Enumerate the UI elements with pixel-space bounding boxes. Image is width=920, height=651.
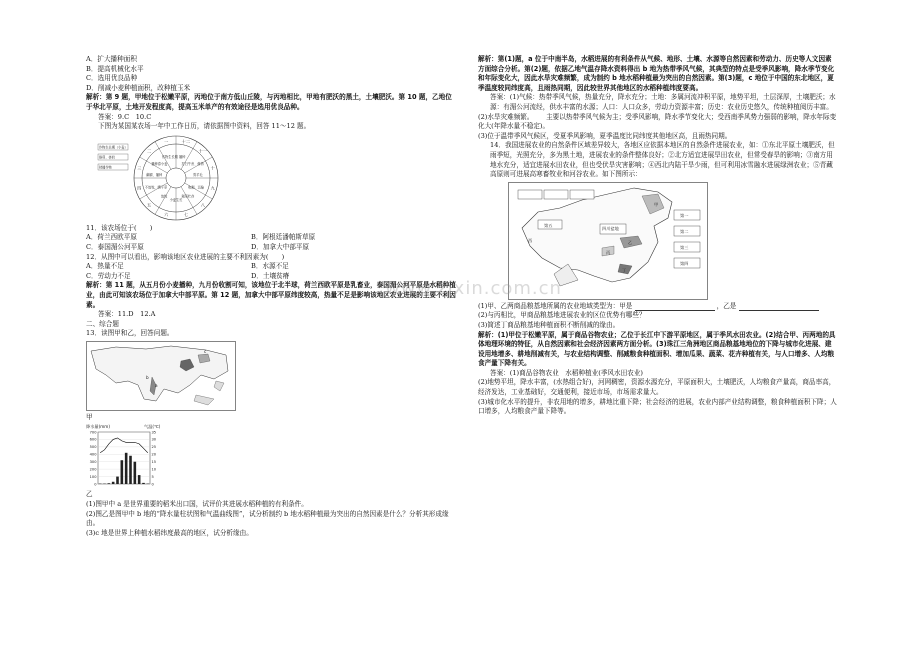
precip-bar	[112, 482, 115, 484]
q14-intro: 14．我国进展农业的自然条件区域差异较大，各地区应依据本地区的自然条件进展农业，如：①东北平原土壤肥沃，但雨季短，光照充分，多为黑土地，进展农业的条件整体良好；②北方适宜进展旱田农业，但常受春旱的影响；③南方用地水充分，适宜进展水田农业，但也受伏旱灾害影响；④西北内陆干旱少雨，但可利用冰雪融水进展绿洲农业；⑤青藏高原则可进展高寒畜牧业和河谷农业。如下图所示：	[490, 141, 835, 179]
q9-option-d: D．削减小麦种植面积，改种植玉米	[86, 83, 191, 92]
watermark: www.zixin.com.cn	[385, 278, 562, 299]
china-map-box-3: 第三	[680, 244, 689, 250]
map-a-figure	[86, 341, 456, 411]
precip-bar	[138, 476, 141, 485]
temperature-line	[100, 438, 148, 453]
q14-answer-2: (2)地势平坦，降水丰富，(水热组合好)，河网稠密，资源水源充分，平原面积大，土壤肥沃，人均粮食产量高，商品率高，经济发达，工业基础好，交通便利，接近市场，市场需求量大。	[478, 378, 836, 397]
climate-ylabel-right: 气温(℃)	[144, 424, 161, 430]
climate-ytick-left: 600	[89, 438, 97, 443]
q9-option-a: A．扩大播种面积	[86, 55, 137, 63]
calendar-month-9: 四	[137, 185, 142, 191]
climate-ytick-left: 0	[94, 482, 97, 487]
section-2-heading: 二、综合题	[86, 319, 119, 328]
q13-answer-2b: 主要以热带季风气候为主；受季风影响，降水季节变化大；受西南季风势力强弱的影响，降水年际变化大(年降水量不稳定)。	[478, 112, 837, 131]
q14-part-1b: ，乙是	[716, 301, 737, 310]
climate-ytick-left: 500	[89, 445, 97, 450]
climate-plot-frame	[98, 432, 150, 484]
q11-answer: 答案：11.D 12.A	[98, 310, 156, 319]
calendar-activity: 打扫牛舍、修剪	[181, 161, 204, 166]
calendar-month-8: 五	[147, 202, 152, 208]
q14-part-3: (3)简述丁商品粮基地种植面积不断削减的缘由。	[478, 320, 620, 329]
calendar-month-2: 十一	[198, 148, 208, 154]
q14-analysis: 解析：(1)甲位于松嫩平原，属于商品谷物农业；乙位于长江中下游平原地区，属于季风水田农业。(2)结合甲、丙两地的具体地理环境的特征，从自然因素和社会经济因素两方面分析。(3)珠江三角洲地区商品粮基地地位的下降与城市化进展、建设用地增多、耕地削减有关，与农业结构调整、削减粮食种植面积、增加瓜果、蔬菜、花卉种植有关，与人口增多、人均粮食产量下降有关。	[478, 330, 836, 368]
calendar-month-10: 三	[137, 165, 142, 171]
climate-ylabel-left: 降水量(mm)	[86, 424, 110, 430]
q12-option-a: A．热量不足	[86, 262, 124, 271]
calendar-activity: 不放牧，晒干草	[144, 185, 168, 190]
climate-chart-figure	[86, 424, 456, 488]
climate-ytick-right: 0	[151, 482, 154, 487]
chart-label-yi: 乙	[86, 490, 93, 499]
q9-answer: 答案：9.C 10.C	[98, 112, 152, 121]
precip-bar	[134, 462, 137, 484]
calendar-month-11: 二	[147, 148, 152, 154]
climate-ytick-right: 5	[151, 475, 154, 480]
climate-ytick-left: 200	[89, 467, 97, 472]
precip-bar	[125, 453, 128, 484]
china-map-label-west: 西	[528, 237, 533, 243]
calendar-activity: 作物生长期	[161, 154, 178, 159]
q13-answer-3: (3)位于温带季风气候区，受夏季风影响，夏季温度比同纬度其他地区高，且雨热同期。	[478, 131, 732, 140]
q13-answer-1: 答案：(1)气候：热带季风气候，热量充分，降水充分；土地：多属河流冲积平原，地势平坦，土层深厚，土壤肥沃；水源：有湄公河流经，供水丰富的水源；人口：人口众多，劳动力资源丰富；历史：农业历史悠久，传统种植阅历丰富。	[490, 93, 836, 111]
calendar-month-1: 十二	[181, 138, 191, 144]
q13-answer-2a: (2)水旱灾难频繁。	[478, 112, 534, 121]
q11-option-a: A．荷兰西欧平原	[86, 233, 137, 242]
map-point-b: b	[146, 374, 149, 380]
q13-part-1: (1)图甲中 a 是世界重要的稻米出口国，试评价其进展水稻种植的有利条件。	[86, 500, 308, 509]
precip-bar	[142, 483, 145, 484]
farm-calendar-wheel	[98, 136, 218, 220]
map-point-a: a	[155, 382, 158, 388]
q14-part-1a: (1)甲、乙两商品粮基地所属的农业地域类型为：甲是	[478, 301, 633, 310]
q11-option-b: B．阿根廷潘帕斯草原	[251, 233, 316, 242]
precip-bar	[121, 461, 124, 485]
climate-ytick-left: 300	[89, 460, 97, 465]
china-map-box-4: 第四	[680, 260, 689, 266]
calendar-activity: 播种春小麦	[151, 161, 168, 166]
calendar-activity: 剪羊毛	[192, 172, 203, 177]
q11-analysis: 解析：第 11 题，从五月份小麦播种，九月份收割可知，该地位于北半球，荷兰西欧平原是乳畜业，泰国湄公河平原是水稻种植业，由此可知该农场位于加拿大中部平原。第 12 题，加拿大中部平原纬度较高，热量不足是影响该地区农业进展的主要不利因素。	[86, 281, 456, 309]
calendar-note: 作物生长期（小麦）	[99, 145, 128, 150]
calendar-month-12: 一	[164, 138, 169, 144]
china-map-label-sichuan: 四川盆地	[602, 225, 619, 231]
climate-ytick-right: 35	[151, 430, 157, 435]
climate-ytick-right: 15	[151, 460, 157, 465]
china-map-label-bing: 丙	[606, 249, 611, 255]
climate-ytick-left: 700	[89, 430, 97, 435]
q11-option-d: D．加拿大中部平原	[251, 242, 310, 251]
climate-ytick-right: 30	[151, 438, 157, 443]
right-column	[478, 55, 838, 417]
q14-answer-3: (3)城市化水平的提升，非农用地的增多，耕地比重下降；社会经济的进展，农业内部产业结构调整，粮食种植面积下降；人口增多，人均粮食产量下降等。	[478, 397, 837, 416]
q12-option-c: C．劳动力不足	[86, 271, 131, 280]
climate-ytick-right: 20	[151, 453, 157, 458]
climate-ytick-left: 400	[89, 453, 97, 458]
q14-answer-1: 答案：(1)商品谷物农业 水稻种植业(季风水田农业)	[490, 368, 643, 377]
farm-calendar-figure	[86, 134, 456, 222]
china-map-box-5: 第五	[544, 222, 553, 228]
q11-option-c: C．泰国湄公河平原	[86, 242, 144, 251]
climate-chart	[86, 424, 166, 488]
q13-analysis: 解析：第(1)题，a 位于中南半岛，水稻进展的有利条件从气候、地形、土壤、水源等自然因素和劳动力、历史等人文因素方面综合分析。第(2)题，依据乙地气温存降水资料得出 b 地为热带季风气候，其典型的特点是受季风影响，降水季节变化和年际变化大，因此水旱灾难频繁，成为制约 b 地水稻种植最为突出的自然因素。第(3)题，c 地位于中国的东北地区，夏季温度较同纬度高，且雨热同期，因此较世界其他地区的水稻种植纬度要高。	[478, 55, 835, 92]
q9-option-b: B．提高机械化水平	[86, 64, 144, 73]
precip-bar	[116, 477, 119, 484]
precip-bar	[108, 484, 111, 485]
q13-part-2: (2)图乙是图甲中 b 地的“降水量柱状图和气温曲线图”，试分析制约 b 地水稻种植最为突出的自然因素是什么？分析其形成缘由。	[86, 509, 449, 528]
calendar-center	[166, 168, 186, 188]
china-map-label-jia: 甲	[654, 201, 659, 207]
q9-analysis: 解析：第 9 题，甲地位于松嫩平原，丙地位于南方低山丘陵，与丙地相比，甲地有肥沃的黑土，土壤肥沃。第 10 题，乙地位于华北平原，土地开发程度高，提高玉米单产的有效途径是选用优良品种。	[86, 93, 452, 111]
q9-options	[86, 55, 456, 93]
climate-ytick-right: 10	[151, 467, 157, 472]
q9-option-c: C．选用优良品种	[86, 74, 138, 83]
map-point-c: c	[204, 348, 207, 354]
q14-answer-blank-yi[interactable]	[739, 303, 819, 311]
climate-ytick-left: 100	[89, 475, 97, 480]
calendar-month-7: 六	[164, 211, 169, 217]
calendar-activity: 放牧	[160, 194, 168, 199]
calendar-activity: 翻耕、播种	[146, 172, 163, 177]
calendar-month-4: 九	[210, 185, 215, 191]
q12-question: 12．从图中可以看出，影响该地区农业进展的主要不利因素为( )	[86, 252, 285, 261]
map-label-jia: 甲	[86, 412, 93, 421]
q11-question: 11．该农场位于( )	[86, 223, 153, 232]
calendar-activity: 割草贮存	[181, 194, 195, 199]
china-map-label-ding: 丁	[622, 267, 627, 273]
q14-answer-blank-jia[interactable]	[635, 303, 715, 311]
q12-option-b: B．水源不足	[251, 262, 289, 271]
china-map-box-1: 第一	[680, 212, 689, 218]
china-map-label-yi: 乙	[628, 239, 633, 245]
calendar-activity: 收割、运输	[188, 185, 204, 190]
q13-part-3: (3)c 地是世界上种植水稻纬度最高的地区，试分析缘由。	[86, 528, 253, 537]
calendar-note: 秋播作物	[99, 165, 112, 170]
q14-part-2: (2)与丙相比，甲商品粮基地进展农业的区位优势有哪些？	[478, 311, 646, 320]
calendar-month-6: 七	[183, 211, 188, 217]
calendar-month-5: 八	[200, 202, 205, 208]
calendar-month-3: 十	[210, 165, 215, 171]
calendar-activity: 小麦生长	[169, 197, 183, 202]
q13-question: 13．读图甲和乙，回答问题。	[86, 329, 174, 338]
q12-option-d: D．土壤贫瘠	[251, 271, 290, 280]
china-map-box-2: 第二	[680, 228, 689, 234]
q11-intro: 下图为某国某农场一年中工作日历，请依据图中资料，回答 11～12 题。	[98, 122, 311, 131]
climate-ytick-right: 25	[151, 445, 157, 450]
precip-bar	[129, 456, 132, 484]
calendar-note: 修剪、挤奶	[99, 155, 115, 160]
calendar-activity: 播种	[179, 154, 186, 159]
